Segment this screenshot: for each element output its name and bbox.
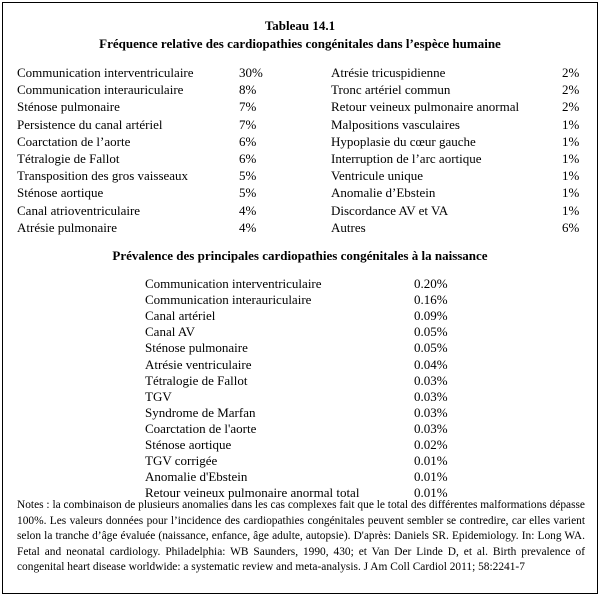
condition-value: 0.01% [414, 485, 448, 501]
condition-value: 1% [562, 168, 580, 184]
condition-name: Sténose aortique [17, 185, 104, 201]
condition-name: Canal artériel [145, 308, 216, 324]
table-subtitle: Fréquence relative des cardiopathies congénitales dans l’espèce humaine [99, 36, 501, 51]
condition-value: 1% [562, 151, 580, 166]
condition-value: 0.03% [414, 404, 448, 420]
condition-name: Coarctation de l'aorte [145, 420, 257, 436]
condition-name: Transposition des gros vaisseaux [17, 168, 189, 184]
table-row [17, 151, 279, 167]
table-row [145, 357, 465, 373]
table-notes: Notes : la combinaison de plusieurs anomalies dans les cas complexes fait que le total des différentes malformations dépasse 100%. Les valeurs données pour l’incidence des cardiopathies congénitales peuvent sembler se contredire, car elles varient selon la tranche d’âge évaluée (naissance, enfance, âge adulte, autopsie). D'après: Daniels SR. Epidemiology. In: Long WA. Fetal and neonatal cardiology. Philadelphia: WB Saunders, 1990, 430; et Van Der Linde D, et al. Birth prevalence of congenital heart disease worldwide: a systematic review and meta-analysis. J Am Coll Cardiol 2011; 58:2241-7 [17, 499, 585, 573]
condition-value: 7% [239, 116, 257, 132]
condition-value: 4% [239, 202, 257, 218]
condition-name: Persistence du canal artériel [17, 116, 163, 132]
table-row [331, 65, 584, 81]
condition-value: 0.16% [414, 292, 448, 308]
condition-value: 0.02% [414, 437, 448, 452]
table-row [331, 220, 584, 236]
condition-name: Canal atrioventriculaire [17, 202, 141, 218]
condition-value: 0.03% [414, 388, 448, 404]
condition-name: Communication interauriculaire [145, 292, 312, 308]
table-row [145, 389, 465, 405]
table-row [17, 65, 279, 81]
condition-name: Communication interventriculaire [17, 65, 194, 80]
condition-value: 0.01% [414, 469, 448, 485]
condition-value: 30% [239, 65, 263, 80]
condition-name: Tétralogie de Fallot [17, 151, 120, 166]
table-row [145, 340, 465, 356]
condition-value: 2% [562, 99, 580, 115]
condition-value: 0.04% [414, 356, 448, 372]
condition-value: 6% [239, 151, 257, 166]
table-row [331, 151, 584, 167]
condition-value: 7% [239, 99, 257, 115]
condition-name: TGV corrigée [145, 453, 218, 469]
condition-name: Syndrome de Marfan [145, 404, 256, 420]
table-row [17, 185, 279, 201]
table-row [17, 168, 279, 184]
condition-value: 6% [239, 133, 257, 149]
table-row [145, 453, 465, 469]
table-row [331, 203, 584, 219]
condition-value: 1% [562, 116, 580, 132]
table-row [145, 324, 465, 340]
condition-value: 4% [239, 219, 257, 235]
condition-name: Coarctation de l’aorte [17, 133, 131, 149]
table-row [17, 220, 279, 236]
condition-name: Tétralogie de Fallot [145, 372, 248, 388]
table-row [331, 82, 584, 98]
condition-name: Discordance AV et VA [331, 202, 449, 218]
table-row [17, 134, 279, 150]
condition-name: Sténose aortique [145, 437, 232, 452]
condition-name: TGV [145, 388, 172, 404]
table-row [17, 203, 279, 219]
table-title: Tableau 14.1 [264, 18, 336, 33]
condition-name: Anomalie d’Ebstein [331, 185, 436, 201]
table-row [331, 99, 584, 115]
condition-value: 0.03% [414, 420, 448, 436]
table-row [145, 437, 465, 453]
condition-value: 0.09% [414, 308, 448, 324]
condition-value: 0.01% [414, 453, 448, 469]
condition-name: Malpositions vasculaires [331, 116, 460, 132]
condition-name: Autres [331, 219, 366, 235]
condition-value: 2% [562, 82, 580, 98]
condition-name: Tronc artériel commun [331, 82, 451, 98]
condition-name: Communication interventriculaire [145, 276, 322, 291]
table-row [331, 134, 584, 150]
condition-name: Communication interauriculaire [17, 82, 184, 98]
condition-value: 0.20% [414, 276, 448, 291]
table-row [145, 308, 465, 324]
table-row [17, 117, 279, 133]
table-row [17, 99, 279, 115]
condition-name: Atrésie tricuspidienne [331, 65, 446, 80]
condition-value: 6% [562, 219, 580, 235]
condition-value: 1% [562, 202, 580, 218]
condition-value: 2% [562, 65, 580, 80]
table-row [145, 469, 465, 485]
table-row [145, 373, 465, 389]
condition-value: 8% [239, 82, 257, 98]
condition-name: Ventricule unique [331, 168, 424, 184]
condition-value: 0.05% [414, 340, 448, 356]
condition-name: Canal AV [145, 324, 195, 340]
condition-value: 0.05% [414, 324, 448, 340]
condition-value: 1% [562, 133, 580, 149]
table-row [331, 185, 584, 201]
table-row [331, 117, 584, 133]
table-row [145, 292, 465, 308]
condition-name: Hypoplasie du cœur gauche [331, 133, 476, 149]
condition-value: 5% [239, 168, 257, 184]
condition-value: 0.03% [414, 372, 448, 388]
condition-name: Interruption de l’arc aortique [331, 151, 482, 166]
condition-value: 5% [239, 185, 257, 201]
table-row [145, 421, 465, 437]
condition-name: Anomalie d'Ebstein [145, 469, 248, 485]
condition-name: Sténose pulmonaire [17, 99, 120, 115]
condition-name: Atrésie ventriculaire [145, 356, 252, 372]
condition-name: Retour veineux pulmonaire anormal total [145, 485, 360, 501]
table-row [331, 168, 584, 184]
condition-name: Atrésie pulmonaire [17, 219, 117, 235]
condition-name: Sténose pulmonaire [145, 340, 248, 356]
prevalence-section-title: Prévalence des principales cardiopathies congénitales à la naissance [112, 248, 488, 263]
condition-name: Retour veineux pulmonaire anormal [331, 99, 520, 115]
table-row [17, 82, 279, 98]
table-row [145, 405, 465, 421]
condition-value: 1% [562, 185, 580, 201]
table-row [145, 276, 465, 292]
